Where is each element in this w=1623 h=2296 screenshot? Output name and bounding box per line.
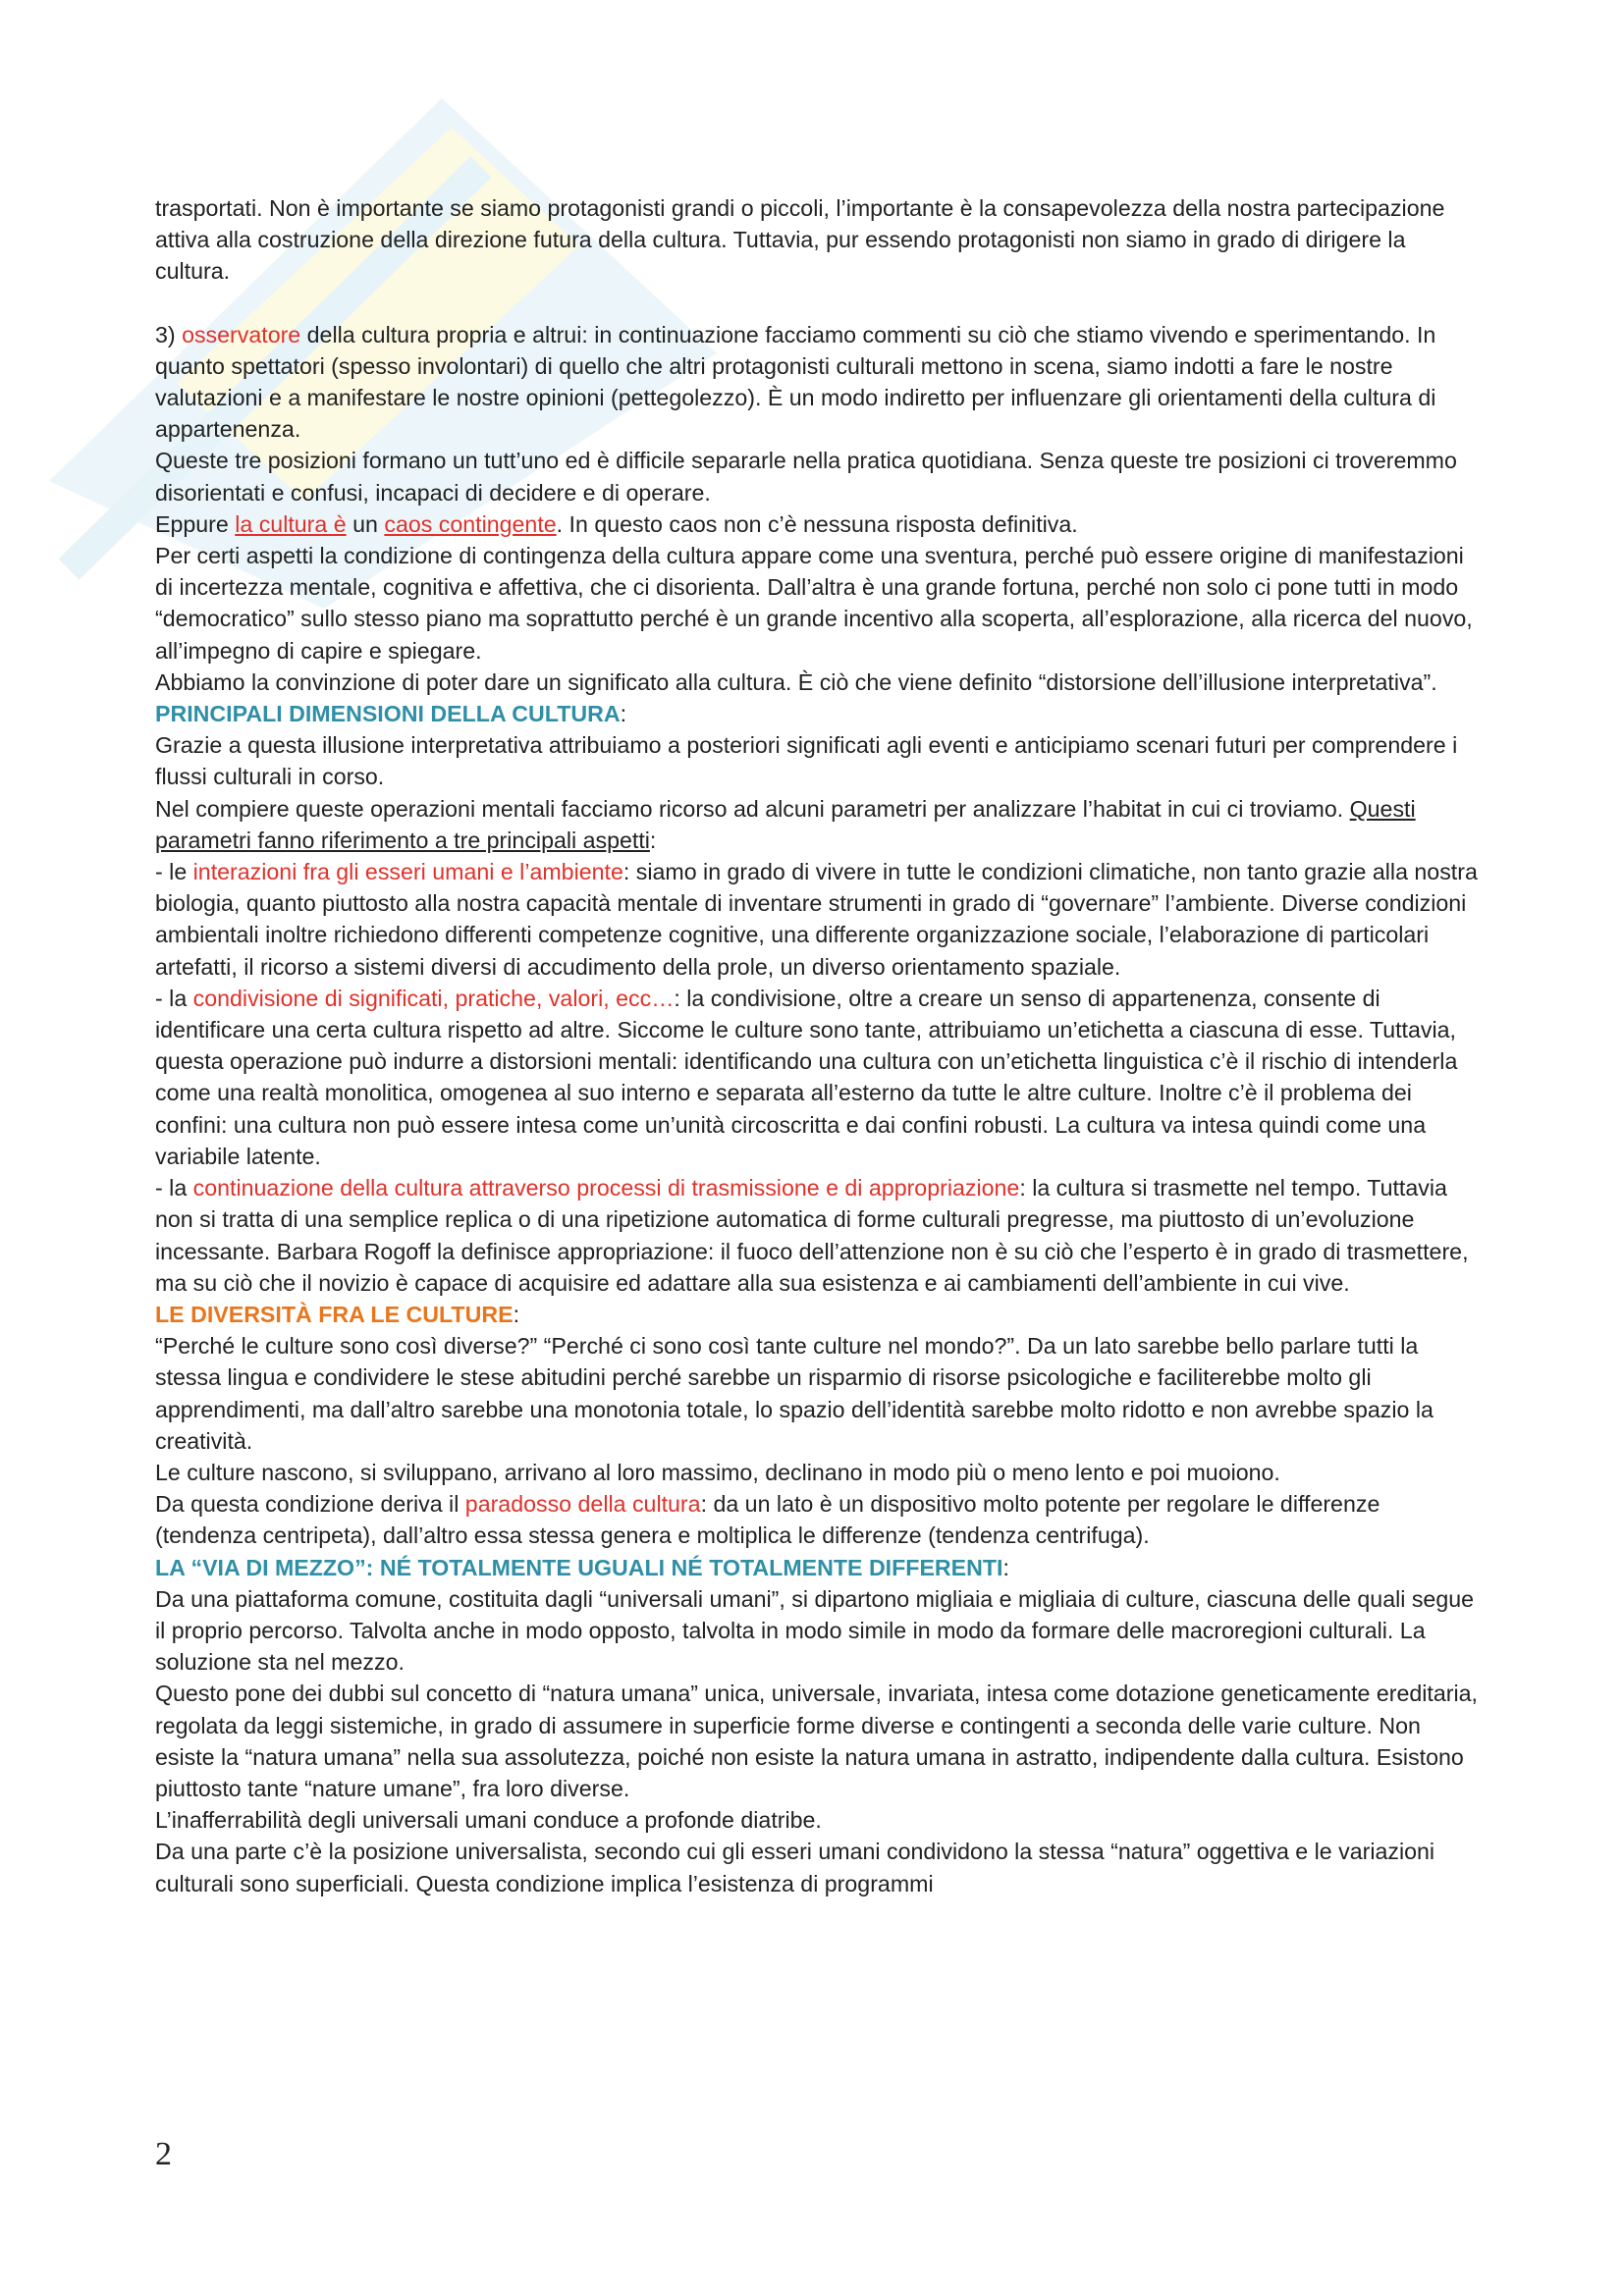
paragraph: Nel compiere queste operazioni mentali facciamo ricorso ad alcuni parametri per analizzare l’habitat in cui ci troviamo. Questi parametri fanno riferimento a tre principali aspetti: xyxy=(155,795,1416,853)
paragraph: Queste tre posizioni formano un tutt’uno ed è difficile separarle nella pratica quotidiana. Senza queste tre posizioni ci troveremmo disorientati e confusi, incapaci di decidere e di operare. xyxy=(155,448,1457,506)
paragraph: Per certi aspetti la condizione di contingenza della cultura appare come una sventura, perché può essere origine di manifestazioni di incertezza mentale, cognitiva e affettiva, che ci disorienta. Dall’altra è una grande fortuna, perché non solo ci pone tutti in modo “democratico” sullo stesso piano ma soprattutto perché è un grande incentivo alla scoperta, all’esplorazione, alla ricerca del nuovo, all’impegno di capire e spiegare. xyxy=(155,543,1473,664)
paragraph: Grazie a questa illusione interpretativa attribuiamo a posteriori significati agli eventi e anticipiamo scenari futuri per comprendere i flussi culturali in corso. xyxy=(155,732,1458,790)
list-item: - la condivisione di significati, pratiche, valori, ecc…: la condivisione, oltre a creare un senso di appartenenza, consente di identificare una certa cultura rispetto ad altre. Siccome le culture sono tante, attribuiamo un’etichetta a ciascuna di esse. Tuttavia, questa operazione può indurre a distorsioni mentali: identificando una cultura con un’etichetta linguistica c’è il rischio di intenderla come una realtà monolitica, omogenea al suo interno e separata all’esterno da tutte le altre culture. Inoltre c’è il problema dei confini: una cultura non può essere intesa come un’unità circoscritta e dai confini robusti. La cultura va intesa quindi come una variabile latente. xyxy=(155,985,1458,1169)
paragraph: Le culture nascono, si sviluppano, arrivano al loro massimo, declinano in modo più o meno lento e poi muoiono. xyxy=(155,1459,1280,1485)
section-heading: PRINCIPALI DIMENSIONI DELLA CULTURA: xyxy=(155,701,627,727)
paragraph: Da una piattaforma comune, costituita dagli “universali umani”, si dipartono migliaia e migliaia di culture, ciascuna delle quali segue il proprio percorso. Talvolta anche in modo opposto, talvolta in modo simile in modo da formare delle macroregioni culturali. La soluzione sta nel mezzo. xyxy=(155,1585,1475,1676)
section-heading: LA “VIA DI MEZZO”: NÉ TOTALMENTE UGUALI NÉ TOTALMENTE DIFFERENTI: xyxy=(155,1554,1009,1580)
section-heading: LE DIVERSITÀ FRA LE CULTURE: xyxy=(155,1301,520,1327)
page-number: 2 xyxy=(155,2136,172,2172)
document-body xyxy=(155,192,1481,1899)
list-item: - la continuazione della cultura attraverso processi di trasmissione e di appropriazione: la cultura si trasmette nel tempo. Tuttavia non si tratta di una semplice replica o di una ripetizione automatica di forme culturali pregresse, ma piuttosto di un’evoluzione incessante. Barbara Rogoff la definisce appropriazione: il fuoco dell’attenzione non è su ciò che l’esperto è in grado di trasmettere, ma su ciò che il novizio è capace di acquisire ed adattare alla sua esistenza e ai cambiamenti dell’ambiente in cui vive. xyxy=(155,1175,1469,1296)
paragraph: “Perché le culture sono così diverse?” “Perché ci sono così tante culture nel mondo?”. Da un lato sarebbe bello parlare tutti la stessa lingua e condividere le stese abitudini perché sarebbe un risparmio di risorse psicologiche e faciliterebbe molto gli apprendimenti, ma dall’altro sarebbe una monotonia totale, lo spazio dell’identità sarebbe molto ridotto e non avrebbe spazio la creatività. xyxy=(155,1333,1434,1454)
paragraph: L’inafferrabilità degli universali umani conduce a profonde diatribe. xyxy=(155,1807,822,1834)
paragraph: Abbiamo la convinzione di poter dare un significato alla cultura. È ciò che viene definito “distorsione dell’illusione interpretativa”. xyxy=(155,668,1437,695)
paragraph: Da una parte c’è la posizione universalista, secondo cui gli esseri umani condividono la stessa “natura” oggettiva e le variazioni culturali sono superficiali. Questa condizione implica l’esistenza di programmi xyxy=(155,1839,1435,1896)
list-item: - le interazioni fra gli esseri umani e l’ambiente: siamo in grado di vivere in tutte le condizioni climatiche, non tanto grazie alla nostra biologia, quanto piuttosto alla nostra capacità mentale di inventare strumenti in grado di “governare” l’ambiente. Diverse condizioni ambientali inoltre richiedono differenti competenze cognitive, una differente organizzazione sociale, l’elaborazione di particolari artefatti, il ricorso a sistemi diversi di accudimento della prole, un diverso orientamento spaziale. xyxy=(155,859,1478,980)
paragraph-chaos: Eppure la cultura è un caos contingente. In questo caos non c’è nessuna risposta definitiva. xyxy=(155,510,1078,537)
paragraph-observer: 3) osservatore della cultura propria e altrui: in continuazione facciamo commenti su ciò che stiamo vivendo e sperimentando. In quanto spettatori (spesso involontari) di quello che altri protagonisti culturali mettono in scena, siamo indotti a fare le nostre valutazioni e a manifestare le nostre opinioni (pettegolezzo). È un modo indiretto per influenzare gli orientamenti della cultura di appartenenza. xyxy=(155,321,1436,443)
paragraph: Da questa condizione deriva il paradosso della cultura: da un lato è un dispositivo molto potente per regolare le differenze (tendenza centripeta), dall’altro essa stessa genera e moltiplica le differenze (tendenza centrifuga). xyxy=(155,1491,1380,1549)
paragraph: trasportati. Non è importante se siamo protagonisti grandi o piccoli, l’importante è la consapevolezza della nostra partecipazione attiva alla costruzione della direzione futura della cultura. Tuttavia, pur essendo protagonisti non siamo in grado di dirigere la cultura. xyxy=(155,195,1445,285)
paragraph: Questo pone dei dubbi sul concetto di “natura umana” unica, universale, invariata, intesa come dotazione geneticamente ereditaria, regolata da leggi sistemiche, in grado di assumere in superficie forme diverse e contingenti a seconda delle varie culture. Non esiste la “natura umana” nella sua assolutezza, poiché non esiste la natura umana in astratto, indipendente dalla cultura. Esistono piuttosto tante “nature umane”, fra loro diverse. xyxy=(155,1681,1478,1801)
